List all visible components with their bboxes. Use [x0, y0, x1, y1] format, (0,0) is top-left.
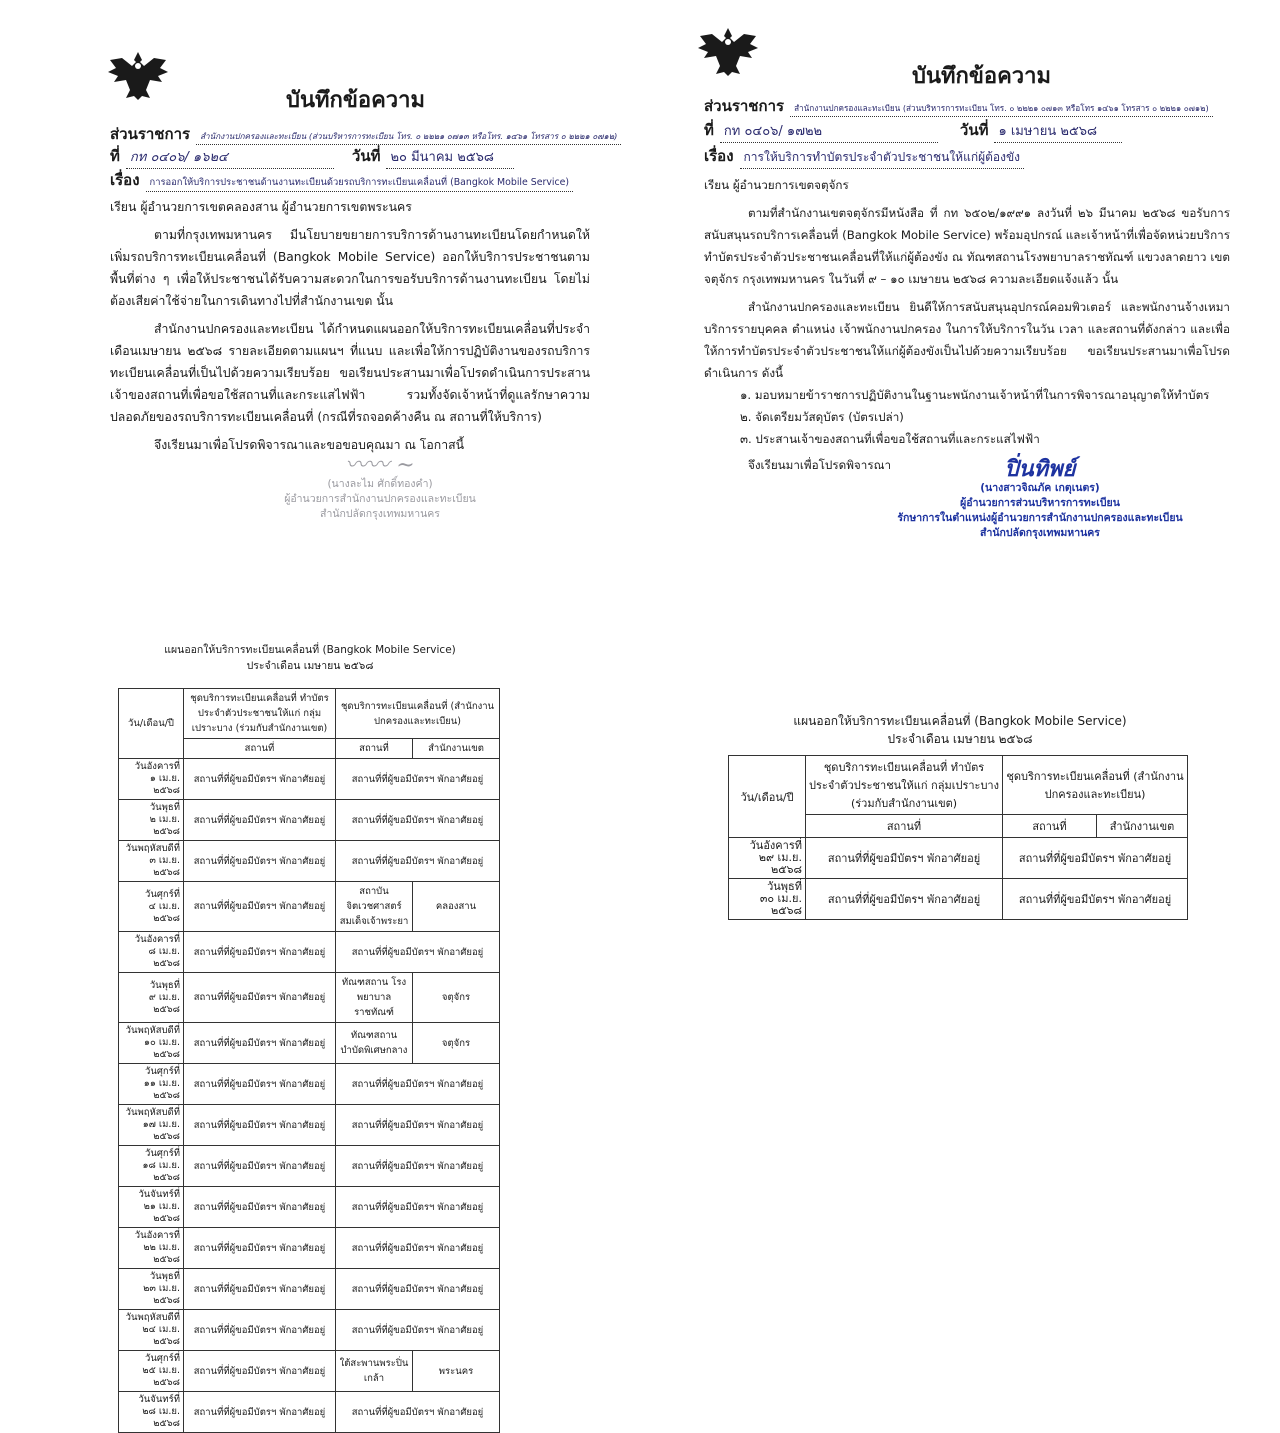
- cell-day: วันพฤหัสบดีที่: [125, 1025, 180, 1036]
- cell-place-2: สถาบันจิตเวชศาสตร์ สมเด็จเจ้าพระยา: [336, 882, 413, 932]
- cell-date: [119, 1392, 184, 1433]
- cell-date: [119, 1105, 184, 1146]
- signature-block: [270, 453, 490, 522]
- table-row: [119, 800, 500, 841]
- header-place-2: สถานที่: [336, 739, 413, 759]
- cell-date: [119, 1351, 184, 1392]
- cell-place-1: สถานที่ที่ผู้ขอมีบัตรฯ พักอาศัยอยู่: [806, 838, 1003, 879]
- closing: จึงเรียนมาเพื่อโปรดพิจารณาและขอขอบคุณมา ณ โอกาสนี้: [154, 438, 465, 452]
- cell-date-value: ๒๓ เม.ย. ๒๕๖๘: [143, 1283, 180, 1306]
- cell-date-value: ๒๑ เม.ย. ๒๕๖๘: [143, 1201, 180, 1224]
- schedule-subtitle: ประจำเดือน เมษายน ๒๕๖๘: [246, 660, 374, 672]
- header-date: วัน/เดือน/ปี: [119, 689, 184, 759]
- cell-day: วันจันทร์ที่: [138, 1394, 180, 1405]
- schedule-body: [119, 759, 500, 1433]
- cell-date-value: ๔ เม.ย. ๒๕๖๘: [148, 900, 180, 924]
- agency-label: ส่วนราชการ: [110, 125, 191, 143]
- cell-date: [119, 1146, 184, 1187]
- cell-date-value: ๒๕ เม.ย. ๒๕๖๘: [142, 1365, 180, 1388]
- salutation: เรียน ผู้อำนวยการเขตคลองสาน ผู้อำนวยการเขตพระนคร: [110, 200, 412, 214]
- table-row: [119, 841, 500, 882]
- table-row: [119, 1023, 500, 1064]
- cell-place-2: สถานที่ที่ผู้ขอมีบัตรฯ พักอาศัยอยู่: [336, 1187, 500, 1228]
- ref-value: กท ๐๔๐๖/ ๑๗๒๒: [720, 120, 938, 143]
- schedule-document-1: [100, 630, 520, 1429]
- cell-district: จตุจักร: [413, 973, 500, 1023]
- schedule-document-2: [720, 700, 1200, 960]
- salutation: เรียน ผู้อำนวยการเขตจตุจักร: [704, 178, 849, 192]
- ref-row: [110, 144, 514, 169]
- cell-day: วันจันทร์ที่: [138, 1189, 180, 1200]
- cell-date: [119, 800, 184, 841]
- cell-date-value: ๒ เม.ย. ๒๕๖๘: [149, 814, 180, 837]
- cell-date-value: ๓๐ เม.ย. ๒๕๖๘: [759, 892, 802, 917]
- signer-office: สำนักปลัดกรุงเทพมหานคร: [980, 527, 1100, 539]
- ref-label: ที่: [110, 147, 120, 165]
- signer-acting-position: รักษาการในตำแหน่งผู้อำนวยการสำนักงานปกครองและทะเบียน: [897, 512, 1183, 524]
- cell-date: [119, 1187, 184, 1228]
- cell-place-2: สถานที่ที่ผู้ขอมีบัตรฯ พักอาศัยอยู่: [336, 1105, 500, 1146]
- table-row: [119, 882, 500, 932]
- cell-place-1: สถานที่ที่ผู้ขอมีบัตรฯ พักอาศัยอยู่: [184, 882, 336, 932]
- date-label: วันที่: [959, 121, 989, 139]
- memo-document-1: [60, 20, 640, 580]
- cell-day: วันพฤหัสบดีที่: [125, 1312, 180, 1323]
- table-row: [119, 1105, 500, 1146]
- cell-date-value: ๓ เม.ย. ๒๕๖๘: [149, 855, 180, 878]
- cell-place-1: สถานที่ที่ผู้ขอมีบัตรฯ พักอาศัยอยู่: [184, 1392, 336, 1433]
- cell-day: วันพุธที่: [149, 802, 180, 813]
- cell-date-value: ๑ เม.ย. ๒๕๖๘: [149, 773, 180, 796]
- signer-office: สำนักปลัดกรุงเทพมหานคร: [320, 508, 440, 520]
- agency-value: สำนักงานปกครองและทะเบียน (ส่วนบริหารการทะเบียน โทร. ๐ ๒๒๒๑ ๐๗๑๓ หรือโทร ๑๔๖๑ โทรสาร ๐ ๒๒๒๑ ๐๗๑๒): [790, 102, 1213, 117]
- date-label: วันที่: [351, 147, 381, 165]
- cell-place-1: สถานที่ที่ผู้ขอมีบัตรฯ พักอาศัยอยู่: [184, 1146, 336, 1187]
- cell-day: วันพุธที่: [767, 880, 802, 893]
- schedule-table: [118, 688, 500, 1433]
- agency-row: [110, 122, 621, 146]
- cell-place-2: ใต้สะพานพระปิ่นเกล้า: [336, 1351, 413, 1392]
- subject-value: การให้บริการทำบัตรประจำตัวประชาชนให้แก่ผู้ต้องขัง: [740, 148, 1025, 169]
- cell-place-1: สถานที่ที่ผู้ขอมีบัตรฯ พักอาศัยอยู่: [184, 800, 336, 841]
- cell-place-2: สถานที่ที่ผู้ขอมีบัตรฯ พักอาศัยอยู่: [336, 932, 500, 973]
- cell-district: พระนคร: [413, 1351, 500, 1392]
- cell-day: วันอังคารที่: [749, 839, 802, 852]
- cell-place-1: สถานที่ที่ผู้ขอมีบัตรฯ พักอาศัยอยู่: [184, 1187, 336, 1228]
- table-row: [119, 759, 500, 800]
- cell-district: จตุจักร: [413, 1023, 500, 1064]
- cell-date-value: ๒๔ เม.ย. ๒๕๖๘: [142, 1324, 180, 1347]
- cell-place-2: ทัณฑสถาน โรงพยาบาลราชทัณฑ์: [336, 973, 413, 1023]
- cell-place-1: สถานที่ที่ผู้ขอมีบัตรฯ พักอาศัยอยู่: [184, 1228, 336, 1269]
- memo-body: [110, 196, 590, 462]
- agency-value: สำนักงานปกครองและทะเบียน (ส่วนบริหารการทะเบียน โทร. ๐ ๒๒๒๑ ๐๗๑๓ หรือโทร. ๑๔๖๑ โทรสาร ๐ ๒๒๒๑ ๐๗๑๒): [196, 130, 621, 145]
- header-place-1: สถานที่: [806, 815, 1003, 838]
- header-group-2: ชุดบริการทะเบียนเคลื่อนที่ (สำนักงานปกครองและทะเบียน): [336, 689, 500, 739]
- date-value: ๑ เมษายน ๒๕๖๘: [994, 120, 1122, 143]
- cell-day: วันศุกร์ที่: [145, 888, 180, 900]
- closing: จึงเรียนมาเพื่อโปรดพิจารณา: [748, 458, 892, 472]
- memo-document-2: [690, 20, 1250, 600]
- cell-date: [119, 882, 184, 932]
- paragraph-1: ตามที่สำนักงานเขตจตุจักรมีหนังสือ ที่ กท ๖๕๐๒/๑๙๙๑ ลงวันที่ ๒๖ มีนาคม ๒๕๖๘ ขอรับการสนับสนุนรถบริการเคลื่อนที่ (Bangkok Mobile Service) พร้อมอุปกรณ์ และเจ้าหน้าที่เพื่อจัดหน่วยบริการทำบัตรประจำตัวประชาชนเคลื่อนที่ให้แก่ผู้ต้องขัง ณ ทัณฑสถานโรงพยาบาลราชทัณฑ์ แขวงลาดยาว เขตจตุจักร กรุงเทพมหานคร ในวันที่ ๙ – ๑๐ เมษายน ๒๕๖๘ ความละเอียดแจ้งแล้ว นั้น: [704, 206, 1230, 286]
- table-row: [119, 1392, 500, 1433]
- cell-date: [119, 841, 184, 882]
- paragraph-2: สำนักงานปกครองและทะเบียน ยินดีให้การสนับสนุนอุปกรณ์คอมพิวเตอร์ และพนักงานจ้างเหมาบริการรายบุคคล ตำแหน่ง เจ้าพนักงานปกครอง ในการให้บริการในวัน เวลา และสถานที่ดังกล่าว และเพื่อให้การทำบัตรประจำตัวประชาชนให้แก่ผู้ต้องขังเป็นไปด้วยความเรียบร้อย ขอเรียนประสานมาเพื่อโปรดดำเนินการ ดังนี้: [704, 300, 1230, 380]
- table-row: [119, 1187, 500, 1228]
- paragraph-1: ตามที่กรุงเทพมหานคร มีนโยบายขยายการบริการด้านงานทะเบียนโดยกำหนดให้เพิ่มรถบริการทะเบียนเคลื่อนที่ (Bangkok Mobile Service) ออกให้บริการประชาชนตามพื้นที่ต่าง ๆ เพื่อให้ประชาชนได้รับความสะดวกในการขอรับบริการด้านงานทะเบียน โดยไม่ต้องเสียค่าใช้จ่ายในการเดินทางไปที่สำนักงานเขต นั้น: [110, 228, 590, 308]
- header-group-2: ชุดบริการทะเบียนเคลื่อนที่ (สำนักงานปกครองและทะเบียน): [1003, 756, 1188, 815]
- cell-date-value: ๙ เม.ย. ๒๕๖๘: [148, 991, 180, 1015]
- cell-place-1: สถานที่ที่ผู้ขอมีบัตรฯ พักอาศัยอยู่: [184, 1064, 336, 1105]
- cell-date: [119, 973, 184, 1023]
- cell-date: [119, 1064, 184, 1105]
- cell-date-value: ๘ เม.ย. ๒๕๖๘: [148, 946, 180, 969]
- table-row: [729, 838, 1188, 879]
- schedule-title: [100, 642, 520, 674]
- cell-place-1: สถานที่ที่ผู้ขอมีบัตรฯ พักอาศัยอยู่: [184, 932, 336, 973]
- cell-date-value: ๑๑ เม.ย. ๒๕๖๘: [143, 1078, 180, 1101]
- cell-day: วันพฤหัสบดีที่: [125, 843, 180, 854]
- table-row: [729, 879, 1188, 920]
- memo-title: บันทึกข้อความ: [286, 88, 426, 113]
- cell-date: [119, 932, 184, 973]
- schedule-title-line: แผนออกให้บริการทะเบียนเคลื่อนที่ (Bangkok Mobile Service): [793, 714, 1127, 728]
- ref-value: กท ๐๔๐๖/ ๑๖๒๔: [126, 146, 334, 169]
- cell-date-value: ๒๘ เม.ย. ๒๕๖๘: [142, 1406, 180, 1429]
- signature-mark: 〰〰 ~: [345, 453, 415, 478]
- cell-place-1: สถานที่ที่ผู้ขอมีบัตรฯ พักอาศัยอยู่: [184, 1023, 336, 1064]
- table-row: [119, 1228, 500, 1269]
- table-row: [119, 973, 500, 1023]
- subject-label: เรื่อง: [110, 171, 140, 189]
- table-row: [119, 1351, 500, 1392]
- cell-place-2: ทัณฑสถาน บำบัดพิเศษกลาง: [336, 1023, 413, 1064]
- list-item-2: ๒. จัดเตรียมวัสดุบัตร (บัตรเปล่า): [740, 410, 904, 424]
- schedule-table: [728, 755, 1188, 920]
- cell-date: [119, 759, 184, 800]
- cell-date-value: ๑๐ เม.ย. ๒๕๖๘: [144, 1037, 180, 1060]
- header-district: สำนักงานเขต: [1097, 815, 1188, 838]
- cell-place-2: สถานที่ที่ผู้ขอมีบัตรฯ พักอาศัยอยู่: [336, 759, 500, 800]
- paragraph-2: สำนักงานปกครองและทะเบียน ได้กำหนดแผนออกให้บริการทะเบียนเคลื่อนที่ประจำเดือนเมษายน ๒๕๖๘ รายละเอียดตามแผนฯ ที่แนบ และเพื่อให้การปฏิบัติงานของรถบริการทะเบียนเคลื่อนที่เป็นไปด้วยความเรียบร้อย ขอเรียนประสานมาเพื่อโปรดดำเนินการประสานเจ้าของสถานที่เพื่อขอใช้สถานที่และกระแสไฟฟ้า รวมทั้งจัดเจ้าหน้าที่ดูแลรักษาความปลอดภัยของรถบริการทะเบียนเคลื่อนที่ (กรณีที่รถจอดค้างคืน ณ สถานที่ให้บริการ): [110, 322, 590, 424]
- memo-title: บันทึกข้อความ: [912, 64, 1052, 89]
- header-date: วัน/เดือน/ปี: [729, 756, 806, 838]
- cell-place-2: สถานที่ที่ผู้ขอมีบัตรฯ พักอาศัยอยู่: [336, 800, 500, 841]
- table-row: [119, 1146, 500, 1187]
- cell-place-1: สถานที่ที่ผู้ขอมีบัตรฯ พักอาศัยอยู่: [184, 1269, 336, 1310]
- cell-date: [729, 879, 806, 920]
- cell-place-2: สถานที่ที่ผู้ขอมีบัตรฯ พักอาศัยอยู่: [336, 1310, 500, 1351]
- cell-date-value: ๑๗ เม.ย. ๒๕๖๘: [142, 1119, 180, 1142]
- cell-date: [119, 1228, 184, 1269]
- cell-place-1: สถานที่ที่ผู้ขอมีบัตรฯ พักอาศัยอยู่: [184, 759, 336, 800]
- header-district: สำนักงานเขต: [413, 739, 500, 759]
- cell-place-2: สถานที่ที่ผู้ขอมีบัตรฯ พักอาศัยอยู่: [336, 841, 500, 882]
- cell-day: วันศุกร์ที่: [145, 1353, 180, 1364]
- cell-place-2: สถานที่ที่ผู้ขอมีบัตรฯ พักอาศัยอยู่: [336, 1228, 500, 1269]
- cell-place-1: สถานที่ที่ผู้ขอมีบัตรฯ พักอาศัยอยู่: [806, 879, 1003, 920]
- cell-day: วันพุธที่: [149, 1271, 180, 1282]
- cell-day: วันอังคารที่: [134, 1230, 180, 1241]
- memo-body: [704, 174, 1230, 482]
- cell-date: [119, 1023, 184, 1064]
- cell-date: [119, 1310, 184, 1351]
- schedule-title-line: แผนออกให้บริการทะเบียนเคลื่อนที่ (Bangkok Mobile Service): [164, 644, 456, 656]
- cell-date-value: ๒๒ เม.ย. ๒๕๖๘: [143, 1242, 180, 1265]
- garuda-emblem-icon: [106, 50, 170, 102]
- table-row: [119, 1064, 500, 1105]
- cell-place-2: สถานที่ที่ผู้ขอมีบัตรฯ พักอาศัยอยู่: [1003, 879, 1188, 920]
- table-row: [119, 932, 500, 973]
- cell-date: [729, 838, 806, 879]
- cell-place-1: สถานที่ที่ผู้ขอมีบัตรฯ พักอาศัยอยู่: [184, 1310, 336, 1351]
- subject-value: การออกให้บริการประชาชนด้านงานทะเบียนด้วยรถบริการทะเบียนเคลื่อนที่ (Bangkok Mobile Service): [146, 175, 574, 192]
- garuda-emblem-icon: [696, 26, 760, 78]
- cell-day: วันศุกร์ที่: [145, 1148, 180, 1159]
- signature-block: [890, 456, 1190, 541]
- agency-row: [704, 94, 1213, 118]
- cell-date-value: ๒๙ เม.ย. ๒๕๖๘: [758, 851, 802, 876]
- cell-date: [119, 1269, 184, 1310]
- schedule-subtitle: ประจำเดือน เมษายน ๒๕๖๘: [887, 732, 1033, 746]
- subject-label: เรื่อง: [704, 147, 734, 165]
- cell-place-1: สถานที่ที่ผู้ขอมีบัตรฯ พักอาศัยอยู่: [184, 1351, 336, 1392]
- header-place-1: สถานที่: [184, 739, 336, 759]
- signer-position: ผู้อำนวยการส่วนบริหารการทะเบียน: [960, 497, 1120, 509]
- cell-place-2: สถานที่ที่ผู้ขอมีบัตรฯ พักอาศัยอยู่: [336, 1064, 500, 1105]
- cell-date-value: ๑๘ เม.ย. ๒๕๖๘: [142, 1160, 180, 1183]
- signer-name: (นางสาวจิณภัค เกตุเนตร): [980, 482, 1100, 494]
- cell-place-1: สถานที่ที่ผู้ขอมีบัตรฯ พักอาศัยอยู่: [184, 973, 336, 1023]
- schedule-title: [720, 712, 1200, 748]
- cell-day: วันพุธที่: [149, 979, 180, 991]
- table-row: [119, 1269, 500, 1310]
- subject-row: [704, 144, 1024, 169]
- header-group-1: ชุดบริการทะเบียนเคลื่อนที่ ทำบัตรประจำตัวประชาชนให้แก่ กลุ่มเปราะบาง (ร่วมกับสำนักงานเขต): [184, 689, 336, 739]
- agency-label: ส่วนราชการ: [704, 97, 785, 115]
- cell-day: วันอังคารที่: [134, 761, 180, 772]
- cell-day: วันพฤหัสบดีที่: [125, 1107, 180, 1118]
- list-item-3: ๓. ประสานเจ้าของสถานที่เพื่อขอใช้สถานที่และกระแสไฟฟ้า: [740, 432, 1040, 446]
- cell-place-1: สถานที่ที่ผู้ขอมีบัตรฯ พักอาศัยอยู่: [184, 1105, 336, 1146]
- header-group-1: ชุดบริการทะเบียนเคลื่อนที่ ทำบัตรประจำตัวประชาชนให้แก่ กลุ่มเปราะบาง (ร่วมกับสำนักงานเขต): [806, 756, 1003, 815]
- schedule-body: [729, 838, 1188, 920]
- subject-row: [110, 168, 573, 192]
- date-value: ๒๐ มีนาคม ๒๕๖๘: [386, 146, 514, 169]
- table-row: [119, 1310, 500, 1351]
- signature-mark: ปิ่นทิพย์: [1004, 456, 1076, 482]
- signer-position: ผู้อำนวยการสำนักงานปกครองและทะเบียน: [284, 493, 476, 505]
- cell-place-2: สถานที่ที่ผู้ขอมีบัตรฯ พักอาศัยอยู่: [336, 1269, 500, 1310]
- cell-day: วันศุกร์ที่: [145, 1066, 180, 1077]
- cell-place-2: สถานที่ที่ผู้ขอมีบัตรฯ พักอาศัยอยู่: [336, 1392, 500, 1433]
- cell-place-2: สถานที่ที่ผู้ขอมีบัตรฯ พักอาศัยอยู่: [1003, 838, 1188, 879]
- cell-day: วันอังคารที่: [134, 934, 180, 945]
- cell-district: คลองสาน: [413, 882, 500, 932]
- signer-name: (นางละไม ศักดิ์ทองคำ): [327, 478, 433, 490]
- list-item-1: ๑. มอบหมายข้าราชการปฏิบัติงานในฐานะพนักงานเจ้าหน้าที่ในการพิจารณาอนุญาตให้ทำบัตร: [740, 388, 1210, 402]
- ref-row: [704, 118, 1122, 143]
- cell-place-1: สถานที่ที่ผู้ขอมีบัตรฯ พักอาศัยอยู่: [184, 841, 336, 882]
- cell-place-2: สถานที่ที่ผู้ขอมีบัตรฯ พักอาศัยอยู่: [336, 1146, 500, 1187]
- header-place-2: สถานที่: [1003, 815, 1097, 838]
- ref-label: ที่: [704, 121, 714, 139]
